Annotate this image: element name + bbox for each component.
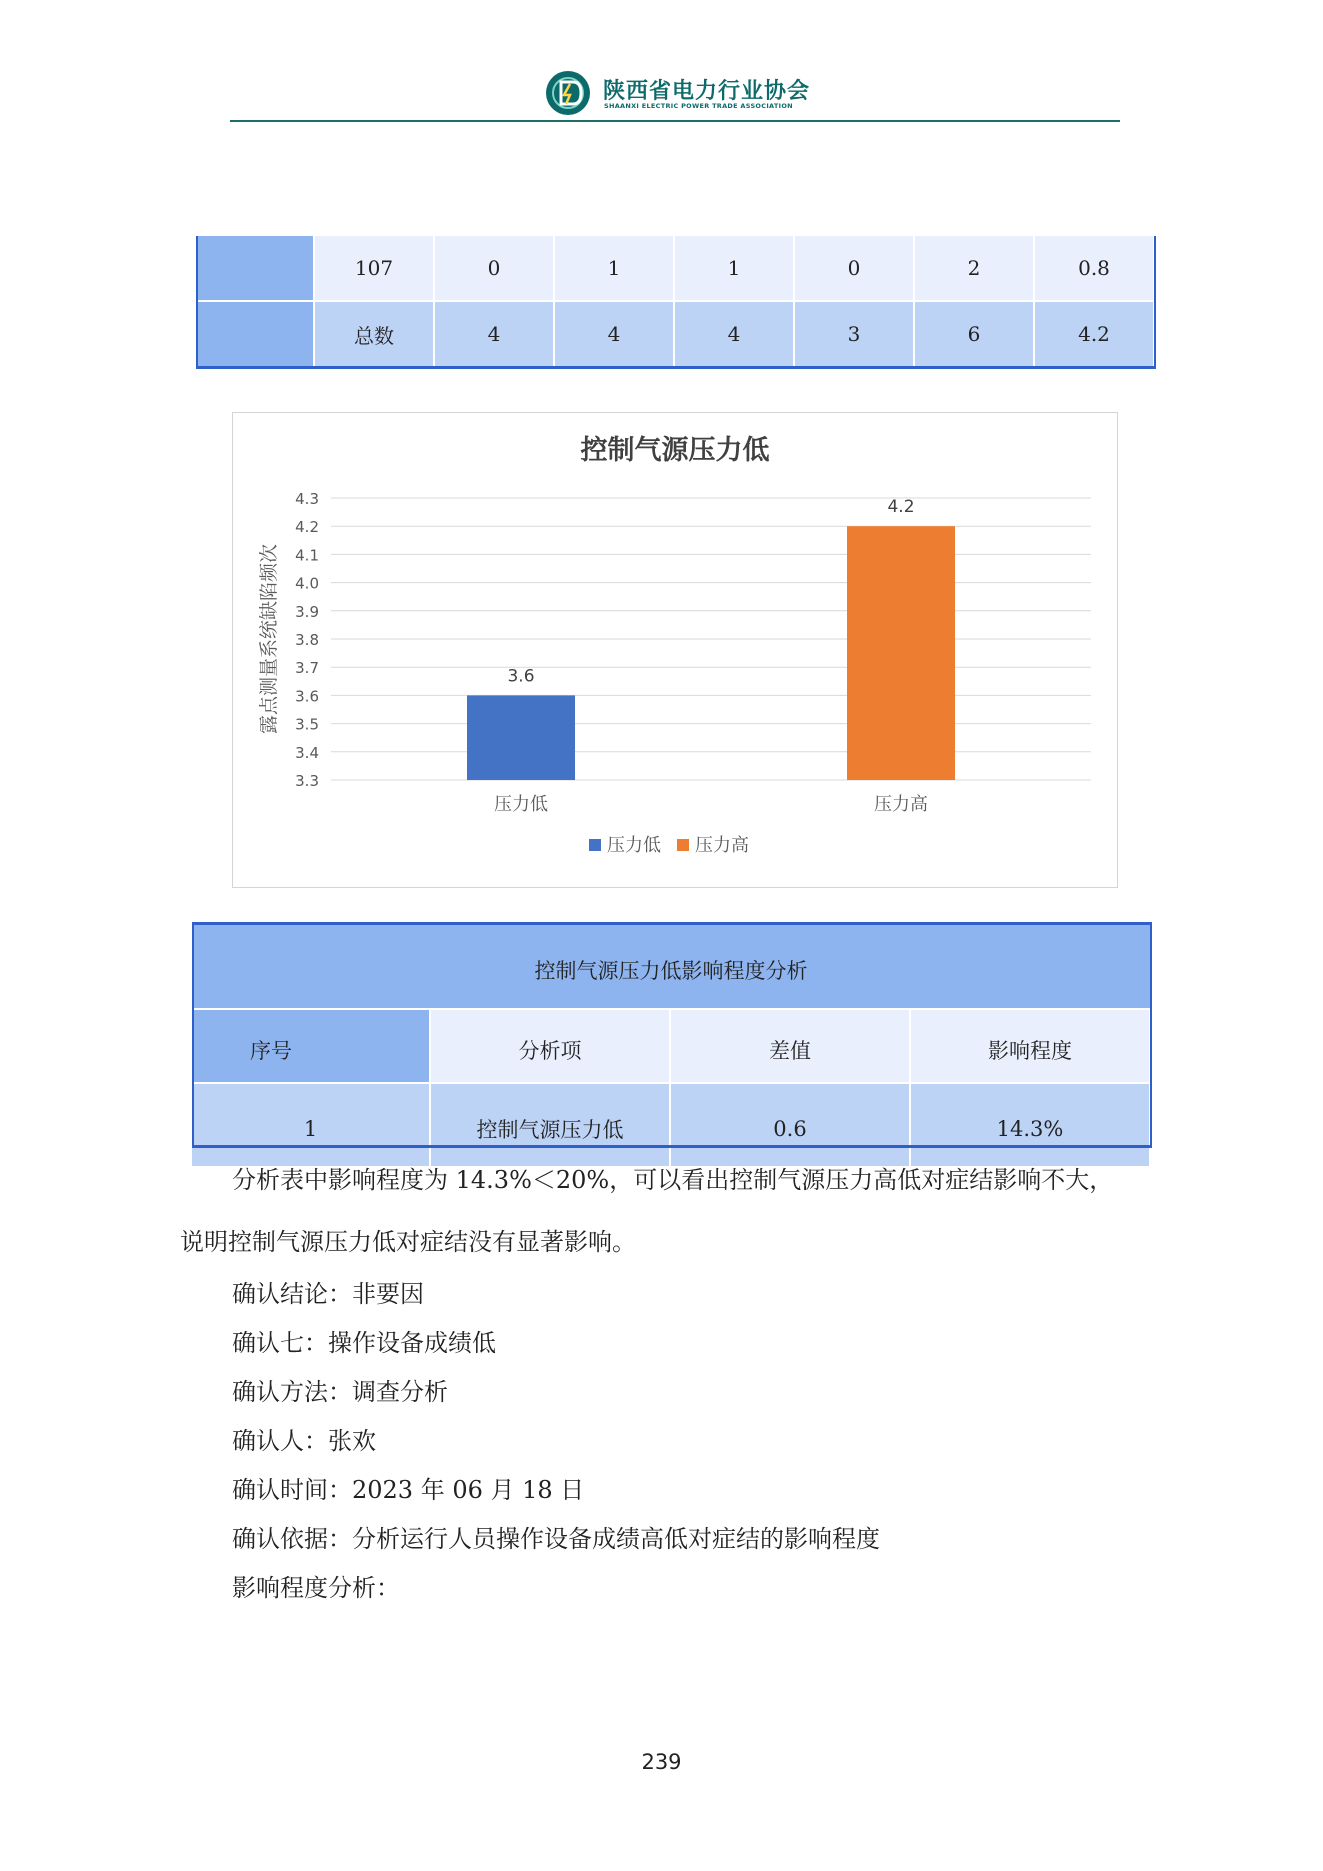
- table-cell: 4: [554, 301, 674, 366]
- confirm-conclusion: 确认结论：非要因: [232, 1280, 424, 1308]
- chart-bar: [467, 695, 575, 780]
- chart-y-tick-label: 4.3: [295, 490, 319, 508]
- table-cell: 0.6: [670, 1083, 910, 1166]
- chart-x-tick-label: 压力高: [874, 794, 928, 815]
- legend-label: 压力低: [607, 835, 661, 856]
- legend-label: 压力高: [695, 835, 749, 856]
- impact-table-title: 控制气源压力低影响程度分析: [192, 922, 1150, 1009]
- chart-y-tick-label: 3.7: [295, 659, 319, 678]
- table-cell: 4: [434, 301, 554, 366]
- chart-title: 控制气源压力低: [580, 435, 770, 466]
- table-cell: 1: [192, 1083, 430, 1166]
- column-header: 影响程度: [910, 1009, 1150, 1083]
- association-logo-icon: [545, 70, 591, 116]
- chart-y-tick-label: 4.2: [295, 518, 319, 537]
- chart-y-tick-label: 3.6: [295, 687, 319, 706]
- impact-analysis-heading: 影响程度分析：: [232, 1574, 400, 1602]
- table-cell: 4.2: [1034, 301, 1154, 366]
- column-header: 序号: [192, 1009, 430, 1083]
- header-divider: [230, 120, 1120, 122]
- chart-data-label: 4.2: [887, 497, 915, 518]
- chart-canvas: [233, 413, 1117, 887]
- chart-y-tick-label: 3.9: [295, 602, 319, 621]
- chart-y-axis-label: 露点测量系统缺陷频次: [258, 543, 280, 735]
- table-cell: 2: [914, 236, 1034, 301]
- chart-x-tick-label: 压力低: [494, 794, 548, 815]
- chart-y-tick-label: 4.0: [295, 574, 319, 593]
- chart-y-tick-label: 3.4: [295, 743, 319, 762]
- confirm-item-7: 确认七：操作设备成绩低: [232, 1329, 496, 1357]
- page-header: [230, 60, 1120, 122]
- bar-chart: [232, 412, 1118, 888]
- table-cell: 4: [674, 301, 794, 366]
- chart-y-tick-label: 3.5: [295, 715, 319, 734]
- confirm-basis: 确认依据：分析运行人员操作设备成绩高低对症结的影响程度: [232, 1525, 880, 1553]
- table-row: [196, 301, 1154, 366]
- page-number: 239: [641, 1750, 682, 1774]
- table-cell: 107: [314, 236, 434, 301]
- defect-count-table: [196, 236, 1155, 366]
- table-cell: [196, 236, 314, 301]
- table-row: [196, 236, 1154, 301]
- table-row: [192, 1083, 1150, 1166]
- confirm-person: 确认人：张欢: [232, 1427, 376, 1455]
- chart-data-label: 3.6: [507, 666, 535, 687]
- table-cell: 1: [554, 236, 674, 301]
- table-cell: 0.8: [1034, 236, 1154, 301]
- table-cell: 1: [674, 236, 794, 301]
- org-name-en: SHAANXI ELECTRIC POWER TRADE ASSOCIATION: [604, 102, 793, 110]
- table-cell: 0: [434, 236, 554, 301]
- org-name: 陕西省电力行业协会: [603, 79, 811, 104]
- table-cell: [196, 301, 314, 366]
- chart-y-tick-label: 4.1: [295, 546, 319, 565]
- analysis-paragraph-line-2: 说明控制气源压力低对症结没有显著影响。: [180, 1228, 636, 1256]
- chart-bar: [847, 526, 955, 780]
- confirm-method: 确认方法：调查分析: [232, 1378, 448, 1406]
- table-cell: 0: [794, 236, 914, 301]
- table-cell: 总数: [314, 301, 434, 366]
- confirm-time: 确认时间：2023 年 06 月 18 日: [232, 1476, 585, 1504]
- impact-analysis-table: [192, 922, 1151, 1166]
- legend-swatch: [589, 839, 601, 851]
- chart-y-tick-label: 3.3: [295, 772, 319, 790]
- analysis-paragraph-line-1: 分析表中影响程度为 14.3%＜20%，可以看出控制气源压力高低对症结影响不大，: [232, 1166, 1114, 1194]
- chart-y-tick-label: 3.8: [295, 631, 319, 649]
- column-header: 差值: [670, 1009, 910, 1083]
- table-cell: 6: [914, 301, 1034, 366]
- legend-swatch: [677, 839, 689, 851]
- table-cell: 控制气源压力低: [430, 1083, 670, 1166]
- column-header: 分析项: [430, 1009, 670, 1083]
- table-cell: 3: [794, 301, 914, 366]
- table-cell: 14.3%: [910, 1083, 1150, 1166]
- table-header-row: [192, 1009, 1150, 1083]
